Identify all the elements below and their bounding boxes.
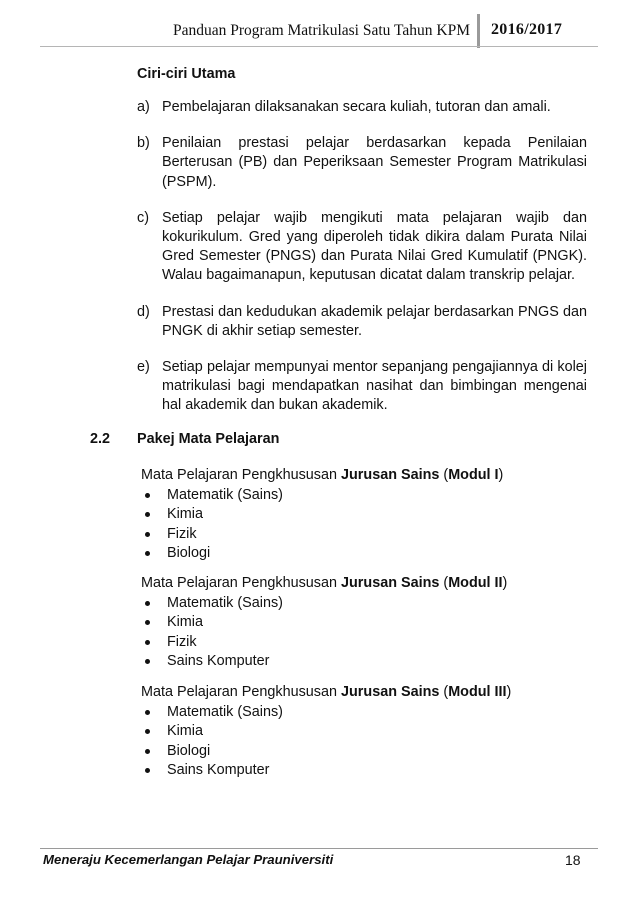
modul-label: Modul III bbox=[448, 684, 507, 700]
item-label: a) bbox=[137, 99, 150, 115]
bullet-icon bbox=[141, 652, 167, 671]
group-intro: Mata Pelajaran Pengkhususan Jurusan Sains (Modul II) bbox=[141, 575, 508, 591]
item-label: b) bbox=[137, 135, 150, 152]
item-text: Pembelajaran dilaksanakan secara kuliah, tutoran dan amali. bbox=[162, 99, 551, 115]
jurusan-label: Jurusan Sains bbox=[341, 684, 440, 700]
item-text: Prestasi dan kedudukan akademik pelajar berdasarkan PNGS dan PNGK di akhir setiap semester. bbox=[162, 303, 587, 339]
header-rule bbox=[40, 46, 598, 47]
bullet-icon bbox=[141, 613, 167, 632]
footer-text: Meneraju Kecemerlangan Pelajar Prauniversiti bbox=[43, 852, 334, 867]
modul-label: Modul II bbox=[448, 575, 503, 591]
bullet-icon bbox=[141, 633, 167, 652]
bullet-icon bbox=[141, 703, 167, 722]
subject-group-modul-1 bbox=[141, 466, 591, 563]
subject-list bbox=[141, 594, 591, 671]
feature-item-e bbox=[137, 358, 587, 416]
list-item: Biologi bbox=[141, 742, 591, 761]
feature-item-c bbox=[137, 209, 587, 286]
bullet-icon bbox=[141, 742, 167, 761]
header-divider bbox=[477, 14, 480, 48]
feature-list bbox=[137, 98, 587, 433]
bullet-icon bbox=[141, 486, 167, 505]
list-item: Kimia bbox=[141, 505, 591, 524]
group-intro: Mata Pelajaran Pengkhususan Jurusan Sains (Modul I) bbox=[141, 467, 504, 483]
header-year: 2016/2017 bbox=[491, 21, 563, 38]
jurusan-label: Jurusan Sains bbox=[341, 575, 440, 591]
modul-label: Modul I bbox=[448, 467, 499, 483]
item-label: c) bbox=[137, 209, 149, 226]
subject-list bbox=[141, 703, 591, 780]
subject-group-modul-3 bbox=[141, 683, 591, 780]
header-title: Panduan Program Matrikulasi Satu Tahun KPM bbox=[173, 22, 470, 39]
item-text: Setiap pelajar mempunyai mentor sepanjang pengajiannya di kolej matrikulasi bagi mendapatkan nasihat dan bimbingan mengenai hal akademik dan bukan akademik. bbox=[162, 359, 587, 414]
list-item: Sains Komputer bbox=[141, 761, 591, 780]
bullet-icon bbox=[141, 525, 167, 544]
bullet-icon bbox=[141, 761, 167, 780]
jurusan-label: Jurusan Sains bbox=[341, 467, 440, 483]
section-heading-ciri-ciri: Ciri-ciri Utama bbox=[137, 66, 236, 82]
bullet-icon bbox=[141, 544, 167, 563]
list-item: Fizik bbox=[141, 633, 591, 652]
bullet-icon bbox=[141, 594, 167, 613]
list-item: Sains Komputer bbox=[141, 652, 591, 671]
feature-item-d bbox=[137, 303, 587, 341]
item-text: Penilaian prestasi pelajar berdasarkan kepada Penilaian Berterusan (PB) dan Peperiksaan Semester Program Matrikulasi (PSPM). bbox=[162, 135, 587, 190]
item-label: e) bbox=[137, 359, 150, 376]
bullet-icon bbox=[141, 505, 167, 524]
subject-group-modul-2 bbox=[141, 574, 591, 671]
bullet-icon bbox=[141, 722, 167, 741]
subject-list bbox=[141, 486, 591, 563]
page-header bbox=[0, 14, 638, 48]
list-item: Biologi bbox=[141, 544, 591, 563]
page-number: 18 bbox=[565, 852, 581, 868]
list-item: Matematik (Sains) bbox=[141, 594, 591, 613]
list-item: Kimia bbox=[141, 613, 591, 632]
section-number: 2.2 bbox=[90, 431, 111, 447]
list-item: Matematik (Sains) bbox=[141, 486, 591, 505]
list-item: Fizik bbox=[141, 525, 591, 544]
list-item: Matematik (Sains) bbox=[141, 703, 591, 722]
section-title: Pakej Mata Pelajaran bbox=[137, 431, 280, 447]
section-2-2-heading bbox=[90, 430, 279, 449]
item-text: Setiap pelajar wajib mengikuti mata pelajaran wajib dan kokurikulum. Gred yang diperoleh tidak dikira dalam Purata Nilai Gred Semester (PNGS) dan Purata Nilai Gred Kumulatif (PNGK). Walau bagaimanapun, keputusan dicatat dalam transkrip pelajar. bbox=[162, 209, 587, 284]
group-intro: Mata Pelajaran Pengkhususan Jurusan Sains (Modul III) bbox=[141, 684, 512, 700]
feature-item-b bbox=[137, 134, 587, 192]
list-item: Kimia bbox=[141, 722, 591, 741]
feature-item-a bbox=[137, 98, 587, 117]
item-label: d) bbox=[137, 303, 150, 320]
footer-rule bbox=[40, 848, 598, 849]
